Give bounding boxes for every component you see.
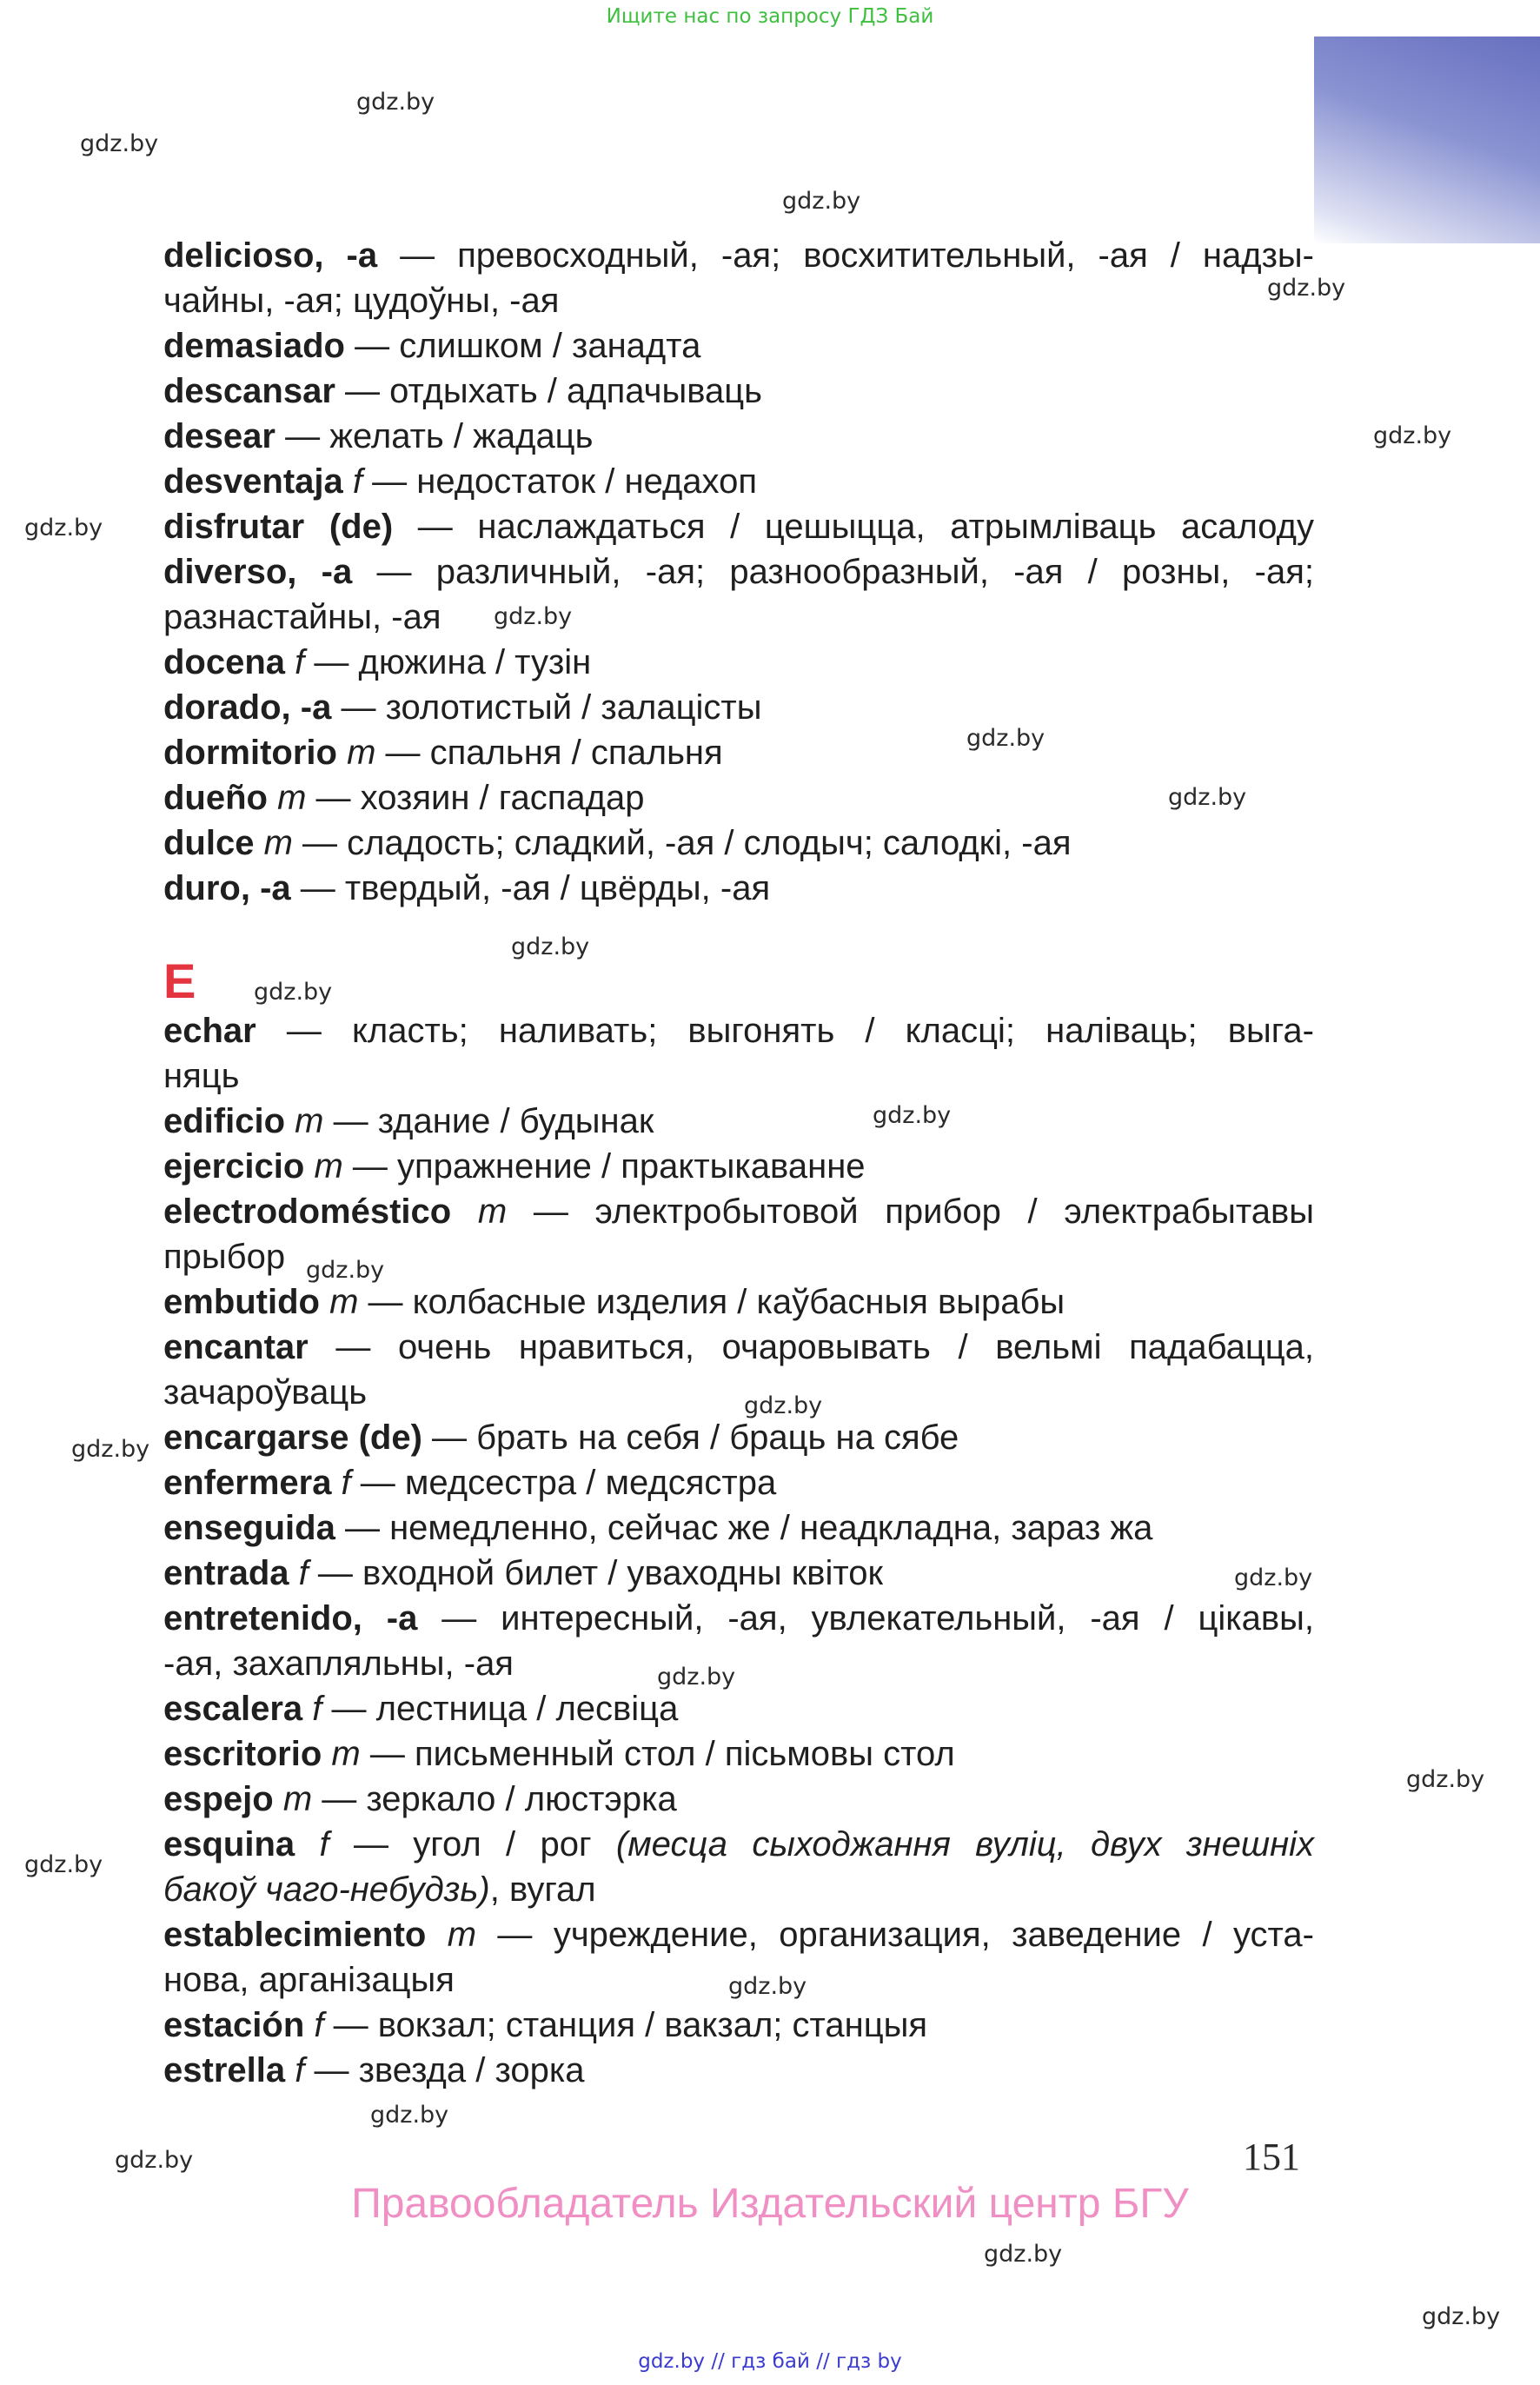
watermark: gdz.by (1373, 422, 1452, 449)
entry: diverso, -a — различный, -ая; разнообразный, -ая / розны, -ая; (163, 553, 1314, 591)
watermark: gdz.by (1234, 1565, 1313, 1591)
entry-continuation: зачароўваць (163, 1373, 368, 1412)
entry: ejercicio m — упражнение / практыкаванне (163, 1147, 866, 1186)
rights-holder: Правообладатель Издательский центр БГУ (351, 2181, 1189, 2227)
section-letter: E (163, 953, 196, 1008)
entry: estrella f — звезда / зорка (163, 2051, 585, 2089)
entry: establecimiento m — учреждение, организация, заведение / уста- (163, 1916, 1314, 1954)
top-banner: Ищите нас по запросу ГДЗ Бай (606, 5, 934, 28)
watermark: gdz.by (1406, 1766, 1485, 1793)
watermark: gdz.by (966, 725, 1045, 752)
entry-continuation: нова, арганізацыя (163, 1961, 455, 1999)
entry: estación f — вокзал; станция / вакзал; станцыя (163, 2006, 928, 2044)
entry-continuation: -ая, захапляльны, -ая (163, 1644, 514, 1683)
dictionary-entries (163, 233, 1314, 2093)
entry: docena f — дюжина / тузін (163, 643, 592, 681)
watermark: gdz.by (657, 1664, 736, 1691)
watermark: gdz.by (370, 2102, 449, 2129)
entry: demasiado — слишком / занадта (163, 327, 701, 365)
entry-continuation: чайны, -ая; цудоўны, -ая (163, 282, 560, 320)
watermark: gdz.by (24, 1851, 103, 1878)
watermark: gdz.by (1422, 2303, 1501, 2330)
watermark: gdz.by (80, 130, 159, 157)
watermark: gdz.by (984, 2241, 1063, 2268)
corner-decoration (1314, 37, 1540, 243)
watermark: gdz.by (873, 1102, 952, 1129)
entry: duro, -a — твердый, -ая / цвёрды, -ая (163, 869, 771, 907)
watermark: gdz.by (306, 1257, 385, 1284)
entry: edificio m — здание / будынак (163, 1102, 654, 1140)
entry: entrada f — входной билет / уваходны квіток (163, 1554, 883, 1592)
watermark: gdz.by (744, 1392, 823, 1419)
entry: embutido m — колбасные изделия / каўбасныя вырабы (163, 1283, 1065, 1321)
entry: delicioso, -a — превосходный, -ая; восхитительный, -ая / надзы- (163, 236, 1314, 275)
entry: encantar — очень нравиться, очаровывать / вельмі падабацца, (163, 1328, 1314, 1366)
entry: entretenido, -a — интересный, -ая, увлекательный, -ая / цікавы, (163, 1599, 1314, 1638)
entry-continuation: бакоў чаго-небудзь), вугал (163, 1870, 596, 1909)
watermark: gdz.by (782, 188, 861, 215)
watermark: gdz.by (356, 89, 435, 116)
watermark: gdz.by (1267, 275, 1346, 302)
entry: desventaja f — недостаток / недахоп (163, 462, 757, 501)
entry-continuation: разнастайны, -ая (163, 598, 441, 636)
watermark: gdz.by (71, 1436, 150, 1463)
entry: enseguida — немедленно, сейчас же / неадкладна, зараз жа (163, 1509, 1153, 1547)
entry: esquina f — угол / рог (месца сыходжання вуліц, двух знешніх (163, 1825, 1314, 1863)
entry: escalera f — лестница / лесвіца (163, 1690, 679, 1728)
watermark: gdz.by (254, 979, 333, 1006)
watermark: gdz.by (494, 603, 573, 630)
entry: desear — желать / жадаць (163, 417, 594, 455)
watermark: gdz.by (511, 933, 590, 960)
entry: descansar — отдыхать / адпачываць (163, 372, 763, 410)
watermark: gdz.by (24, 515, 103, 541)
watermark: gdz.by (728, 1973, 807, 2000)
watermark: gdz.by (115, 2147, 194, 2174)
footer-links[interactable]: gdz.by // гдз бай // гдз by (638, 2350, 902, 2373)
entry: espejo m — зеркало / люстэрка (163, 1780, 677, 1818)
entry: enfermera f — медсестра / медсястра (163, 1464, 777, 1502)
entry: dulce m — сладость; сладкий, -ая / слодыч; салодкі, -ая (163, 824, 1072, 862)
entry-continuation: прыбор (163, 1238, 286, 1276)
entry: electrodoméstico m — электробытовой прибор / электрабытавы (163, 1192, 1314, 1231)
entry-continuation: няць (163, 1057, 240, 1095)
entry: disfrutar (de) — наслаждаться / цешыцца, атрымліваць асалоду (163, 508, 1314, 546)
entry: dormitorio m — спальня / спальня (163, 734, 723, 772)
watermark: gdz.by (1168, 784, 1247, 811)
entry: escritorio m — письменный стол / пісьмовы стол (163, 1735, 955, 1773)
page-number: 151 (1243, 2136, 1300, 2178)
entry: dorado, -a — золотистый / залацісты (163, 688, 762, 727)
entry: dueño m — хозяин / гаспадар (163, 779, 645, 817)
entry: encargarse (de) — брать на себя / браць на сябе (163, 1418, 959, 1457)
entry: echar — класть; наливать; выгонять / класці; наліваць; выга- (163, 1012, 1314, 1050)
